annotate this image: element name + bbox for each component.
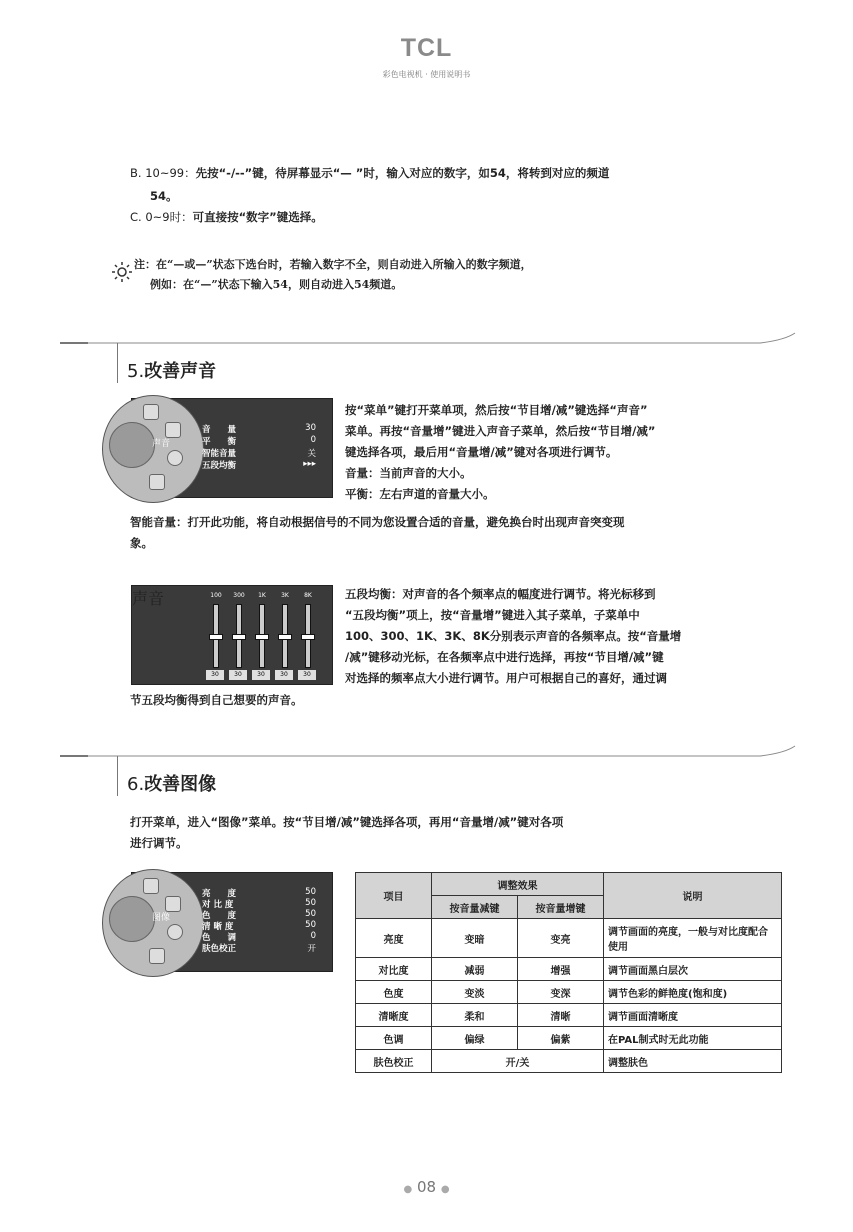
menu-row — [202, 459, 322, 471]
section-5-heading — [127, 357, 216, 383]
section-bar — [117, 756, 118, 796]
sound-menu-screen — [131, 398, 333, 498]
manual-subtitle: 彩色电视机 · 使用说明书 — [382, 70, 471, 79]
eq-slider-knob — [278, 634, 292, 640]
menu-row-value: 30 — [305, 423, 316, 433]
cell-desc: 调节画面的亮度，一般与对比度配合使用 — [604, 919, 782, 958]
table-row — [356, 919, 782, 958]
eq-line: 对声音的各个频率点的幅度进行调节。将光标移到 — [402, 587, 656, 601]
dial-label: 图像 — [151, 913, 170, 923]
cell-desc: 调节画面黑白层次 — [604, 958, 782, 981]
cell-item: 肤色校正 — [356, 1050, 432, 1073]
cell-up: 偏紫 — [518, 1027, 604, 1050]
eq-freq-label: 1K — [258, 592, 266, 599]
volume-label: 音量： — [345, 466, 380, 480]
eq-line: 对选择的频率点大小进行调节。用户可根据自己的喜好，通过调 — [345, 671, 667, 685]
eq-slider-knob — [209, 634, 223, 640]
balance-label: 平衡： — [345, 487, 380, 501]
cell-up: 增强 — [518, 958, 604, 981]
eq-line: “五段均衡”项上，按“音量增”键进入其子菜单，子菜单中 — [345, 608, 640, 622]
cell-up: 变深 — [518, 981, 604, 1004]
sun-icon — [112, 262, 132, 282]
menu-row-label: 音 量 — [202, 425, 237, 435]
menu-row-label: 对 比 度 — [202, 900, 234, 910]
table-row — [356, 1027, 782, 1050]
menu-row-label: 五段均衡 — [202, 461, 237, 471]
table-row — [356, 981, 782, 1004]
section-bar — [117, 343, 118, 383]
dial-label: 声音 — [151, 439, 170, 449]
eq-line: /减”键移动光标，在各频率点中进行选择，再按“节目增/减”键 — [345, 650, 664, 664]
picture-icon — [143, 404, 159, 420]
smart-volume-text: 打开此功能，将自动根据信号的不同为您设置合适的音量，避免换台时出现声音突变现 — [187, 515, 625, 529]
col-header-desc: 说明 — [604, 873, 782, 919]
eq-last-line: 节五段均衡得到自己想要的声音。 — [130, 693, 303, 707]
menu-row-value: 50 — [305, 898, 316, 908]
eq-freq-label: 3K — [281, 592, 289, 599]
menu-row — [202, 435, 322, 447]
equalizer-screen — [131, 585, 333, 685]
col-header-up: 按音量增键 — [518, 896, 604, 919]
picture-para-line: 打开菜单，进入“图像”菜单。按“节目增/减”键选择各项，再用“音量增/减”键对各项 — [130, 815, 564, 829]
sound-para — [345, 400, 785, 505]
cell-down: 减弱 — [432, 958, 518, 981]
eq-slider-knob — [255, 634, 269, 640]
eq-freq-label: 100 — [210, 592, 222, 599]
menu-row-value: ▸▸▸ — [303, 459, 316, 469]
table-row — [356, 958, 782, 981]
page-number-text: 08 — [416, 1178, 437, 1196]
channel-icon — [149, 948, 165, 964]
eq-value: 30 — [275, 670, 293, 680]
section-5-number: 5. — [127, 361, 145, 382]
picture-menu-panel — [202, 881, 322, 961]
cell-down: 变暗 — [432, 919, 518, 958]
menu-dial — [102, 395, 204, 503]
brand-logo: TCL — [400, 34, 453, 62]
eq-freq-label: 8K — [304, 592, 312, 599]
channel-b-text: 先按“-/--”键，待屏幕显示“— ”时，输入对应的数字，如54，将转到对应的频道 — [195, 166, 610, 180]
menu-row-value: 0 — [310, 931, 316, 941]
channel-c-prefix: C. 0~9时： — [130, 210, 193, 224]
sound-menu-panel — [202, 407, 322, 487]
cell-item: 清晰度 — [356, 1004, 432, 1027]
equalizer-panel — [202, 588, 328, 682]
sound-para-line: 键选择各项，最后用“音量增/减”键对各项进行调节。 — [345, 445, 618, 459]
menu-row — [202, 423, 322, 435]
section-6-title: 改善图像 — [144, 774, 217, 795]
cell-item: 色度 — [356, 981, 432, 1004]
smart-volume-label: 智能音量： — [130, 515, 188, 529]
eq-value: 30 — [229, 670, 247, 680]
cell-desc: 在PAL制式时无此功能 — [604, 1027, 782, 1050]
eq-value: 30 — [298, 670, 316, 680]
eq-slider-knob — [232, 634, 246, 640]
cell-up: 变亮 — [518, 919, 604, 958]
picture-para — [130, 812, 790, 854]
smart-volume-cont: 象。 — [130, 536, 153, 550]
eq-value: 30 — [252, 670, 270, 680]
menu-row-label: 色 度 — [202, 911, 237, 921]
volume-line — [345, 463, 785, 484]
cell-item: 色调 — [356, 1027, 432, 1050]
section-divider — [60, 325, 800, 355]
menu-row-label: 色 调 — [202, 933, 237, 943]
sound-para-line: 按“菜单”键打开菜单项，然后按“节目增/减”键选择“声音” — [345, 403, 648, 417]
section-6-number: 6. — [127, 774, 145, 795]
cell-down: 变淡 — [432, 981, 518, 1004]
menu-row-label: 肤色校正 — [202, 944, 237, 954]
channel-b-prefix: B. 10~99： — [130, 166, 196, 180]
dial-label: 声音 — [132, 589, 165, 608]
menu-row-label: 清 晰 度 — [202, 922, 234, 932]
menu-dial — [102, 869, 204, 977]
sound-para-line: 菜单。再按“音量增”键进入声音子菜单，然后按“节目增/减” — [345, 424, 656, 438]
table-row — [356, 1050, 782, 1073]
cell-desc: 调节画面清晰度 — [604, 1004, 782, 1027]
channel-b-line — [130, 163, 790, 184]
cell-up: 清晰 — [518, 1004, 604, 1027]
cell-down: 偏绿 — [432, 1027, 518, 1050]
note-line-2: 例如：在“—”状态下输入54，则自动进入54频道。 — [150, 278, 403, 291]
eq-slider-knob — [301, 634, 315, 640]
menu-row — [202, 447, 322, 459]
table-header-row — [356, 873, 782, 896]
channel-c-text: 可直接按“数字”键选择。 — [192, 210, 323, 224]
eq-value: 30 — [206, 670, 224, 680]
page-number: ● 08 ● — [403, 1178, 450, 1196]
function-icon — [167, 450, 183, 466]
volume-text: 当前声音的大小。 — [379, 466, 472, 480]
picture-menu-screen — [131, 872, 333, 972]
menu-row-label: 亮 度 — [202, 889, 237, 899]
picture-adjust-table — [355, 872, 782, 1073]
cell-item: 对比度 — [356, 958, 432, 981]
menu-row-value: 50 — [305, 920, 316, 930]
menu-row-value: 50 — [305, 909, 316, 919]
eq-line: 100、300、1K、3K、8K分别表示声音的各频率点。按“音量增 — [345, 629, 682, 643]
cell-both: 开/关 — [432, 1050, 604, 1073]
eq-para — [345, 584, 785, 689]
channel-icon — [149, 474, 165, 490]
section-5-title: 改善声音 — [144, 361, 217, 382]
col-header-down: 按音量减键 — [432, 896, 518, 919]
balance-text: 左右声道的音量大小。 — [379, 487, 495, 501]
menu-row-label: 平 衡 — [202, 437, 237, 447]
section-6-heading — [127, 770, 216, 796]
table-row — [356, 1004, 782, 1027]
menu-row — [202, 942, 322, 954]
cell-desc: 调整肤色 — [604, 1050, 782, 1073]
eq-freq-label: 300 — [233, 592, 245, 599]
cell-desc: 调节色彩的鲜艳度(饱和度) — [604, 981, 782, 1004]
note-line-1: 注：在“—或—”状态下选台时，若输入数字不全，则自动进入所输入的数字频道， — [134, 258, 532, 271]
smart-volume-para — [130, 512, 790, 554]
picture-para-line: 进行调节。 — [130, 836, 188, 850]
col-header-effect: 调整效果 — [432, 873, 604, 896]
cell-item: 亮度 — [356, 919, 432, 958]
menu-row-value: 50 — [305, 887, 316, 897]
section-divider — [60, 738, 800, 768]
channel-c-line — [130, 207, 323, 228]
picture-icon — [143, 878, 159, 894]
eq-label: 五段均衡： — [345, 587, 403, 601]
cell-down: 柔和 — [432, 1004, 518, 1027]
col-header-item: 项目 — [356, 873, 432, 919]
function-icon — [167, 924, 183, 940]
menu-row-value: 0 — [310, 435, 316, 445]
balance-line — [345, 484, 785, 505]
menu-row-value: 开 — [307, 944, 316, 954]
channel-b-cont: 54。 — [150, 189, 178, 203]
menu-row-label: 智能音量 — [202, 449, 237, 459]
menu-row-value: 关 — [307, 449, 316, 459]
